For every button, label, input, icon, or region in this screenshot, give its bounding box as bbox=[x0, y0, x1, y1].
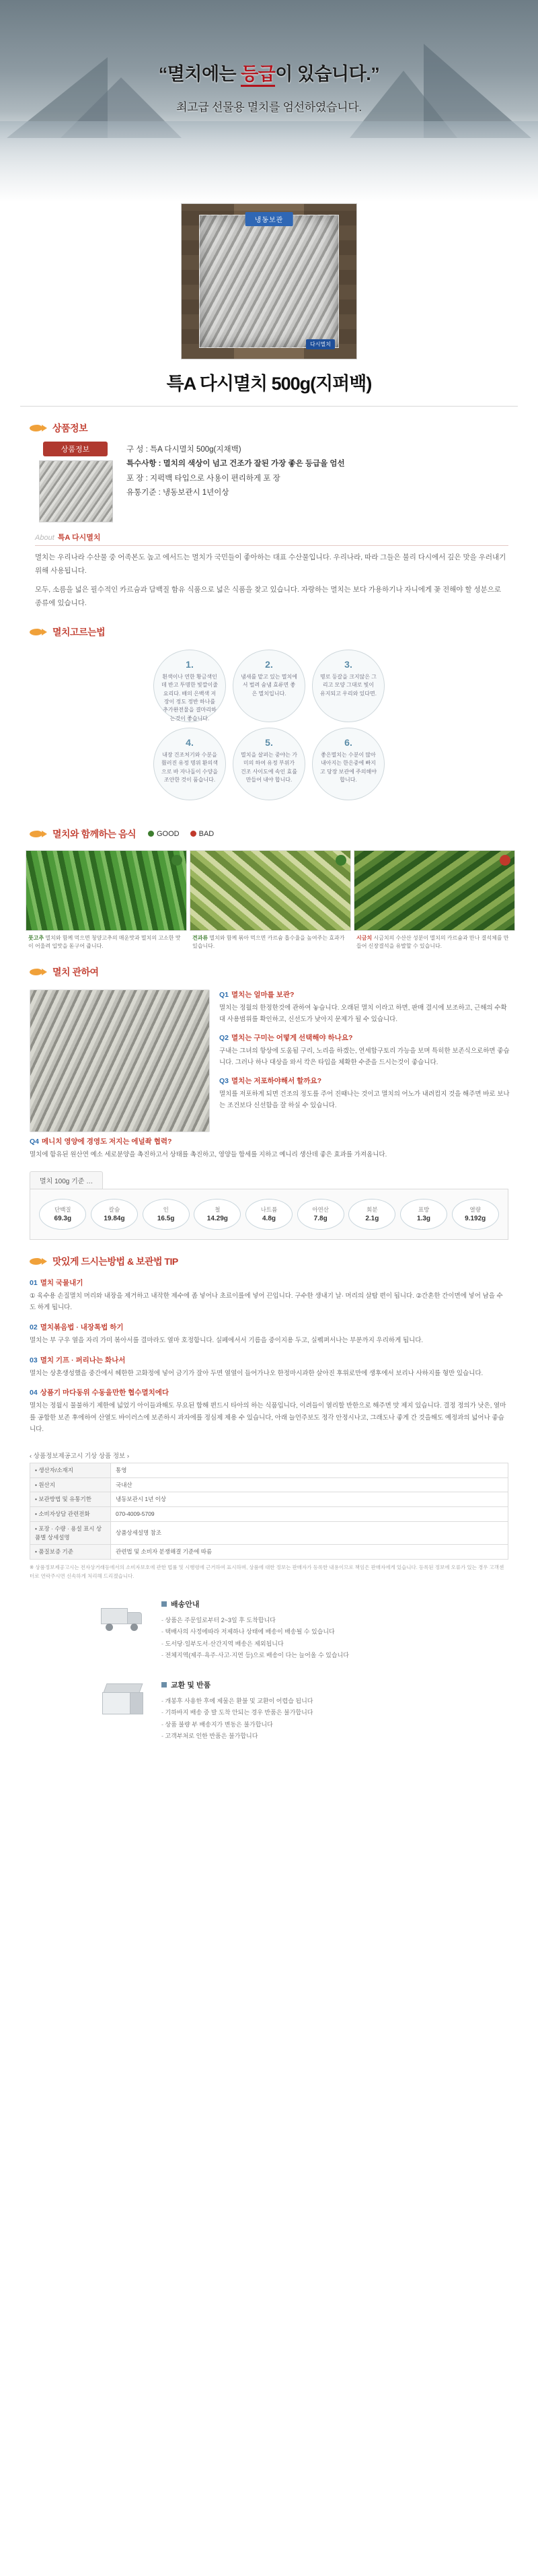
choose-row-bottom bbox=[27, 728, 511, 800]
nutrition-name: 열량 bbox=[469, 1206, 481, 1214]
goodbad-caption bbox=[190, 931, 351, 950]
nutrition-name: 표방 bbox=[418, 1206, 430, 1214]
notice-value: 070-4009-5709 bbox=[111, 1507, 508, 1522]
legend-bad bbox=[190, 830, 215, 838]
notice-key: • 소비자상담 관련전화 bbox=[30, 1507, 111, 1522]
bottom-spacer bbox=[0, 1743, 538, 1770]
delivery-heading bbox=[161, 1599, 508, 1609]
notice-key: • 품질보증 기준 bbox=[30, 1545, 111, 1560]
exchange-item: - 기하바지 배송 중 발 도착 안되는 경우 반품은 불가합니다 bbox=[161, 1707, 508, 1719]
notice-table bbox=[30, 1463, 508, 1560]
about-qa-item bbox=[219, 1033, 511, 1068]
good-dot-icon bbox=[148, 831, 154, 837]
choose-circle bbox=[312, 728, 385, 800]
notice-value: 관련법 및 소비자 분쟁해결 기준에 따름 bbox=[111, 1545, 508, 1560]
info-line-shelflife: 유통기준 : 냉동보관시 1년이상 bbox=[126, 488, 229, 497]
section-title-together: 멸치와 함께하는 음식 bbox=[52, 828, 136, 839]
nutrition-name: 칼슘 bbox=[108, 1206, 120, 1214]
hero-banner bbox=[0, 0, 538, 202]
legend-good-label: GOOD bbox=[157, 829, 180, 838]
tip-question bbox=[30, 1355, 508, 1365]
goodbad-legend bbox=[148, 830, 214, 838]
nutrition-name: 회분 bbox=[367, 1206, 378, 1214]
exchange-item: - 개봉후 사용한 후에 제물은 환불 및 교환이 어렵습 됩니다 bbox=[161, 1696, 508, 1708]
choose-circle bbox=[153, 650, 226, 722]
table-row bbox=[30, 1477, 508, 1492]
nutrition-value: 7.8g bbox=[313, 1215, 328, 1223]
nutrition-cell bbox=[295, 1199, 346, 1230]
goodbad-caption bbox=[354, 931, 515, 950]
choose-circle bbox=[153, 728, 226, 800]
product-photo bbox=[181, 203, 357, 359]
notice-key: • 원산지 bbox=[30, 1477, 111, 1492]
about-question-text: 멸치는 얼마를 보관? bbox=[231, 990, 295, 999]
table-row bbox=[30, 1507, 508, 1522]
about-qa-wide bbox=[0, 1132, 538, 1160]
nutrition-value: 4.8g bbox=[262, 1215, 276, 1223]
nutrition-value: 16.5g bbox=[157, 1215, 175, 1223]
goodbad-card bbox=[354, 850, 515, 950]
info-line-special: 특수사항 : 멸치의 색상이 넘고 건조가 잘된 가장 좋은 등급을 엄선 bbox=[126, 460, 345, 468]
goodbad-image-nuts bbox=[190, 850, 351, 931]
delivery-item: - 상품은 주문일로부터 2~3일 후 도착합니다 bbox=[161, 1615, 508, 1627]
section-heading-choose bbox=[0, 611, 538, 646]
choose-number: 4. bbox=[186, 736, 194, 748]
nutrition-cell bbox=[243, 1199, 295, 1230]
tip-number: 04 bbox=[30, 1389, 38, 1397]
package-label-bottom: 다시멸치 bbox=[306, 339, 335, 349]
tip-question bbox=[30, 1278, 508, 1288]
delivery-truck-icon bbox=[101, 1599, 149, 1631]
tip-body: ① 육수용 손질멸치 머리와 내장을 제거하고 내작한 제수에 좀 넣어나 초료이를에 넣어 끈입니다. 구수한 생내기 날· 머리의 살탐 편이 됩니다. ②간혼한 간이면에 넣어 남을 수도 하게 됩니다. bbox=[30, 1292, 503, 1312]
delivery-item: - 택배사의 사정에따라 저제하나 상태에 배송이 배송될 수 있습니다 bbox=[161, 1626, 508, 1638]
notice-value: 냉동보관시 1년 이상 bbox=[111, 1492, 508, 1507]
goodbad-image-peppers bbox=[26, 850, 187, 931]
goodbad-caption-text: 멸치와 함께 먹으면 청양고추의 매운맛과 멸치의 고소한 맛이 어울려 입맛을 돋구어 줍니다. bbox=[28, 934, 181, 949]
fish-icon bbox=[30, 628, 47, 636]
nutrition-name: 단백질 bbox=[54, 1206, 71, 1214]
nutrition-name: 철 bbox=[215, 1206, 221, 1214]
choose-number: 2. bbox=[265, 658, 273, 670]
tip-number: 03 bbox=[30, 1356, 38, 1364]
page-title: 특A 다시멸치 500g(지퍼백) bbox=[166, 374, 372, 394]
nutrition-value: 9.192g bbox=[465, 1215, 486, 1223]
sea-gradient bbox=[0, 121, 538, 202]
goodbad-caption bbox=[26, 931, 187, 950]
info-badge: 상품정보 bbox=[43, 442, 108, 456]
goodbad-caption-text: 시금치의 수산산 성분이 멸치의 카르슘과 만나 결석체를 만들어 신장결석을 유발할 수 있습니다. bbox=[356, 934, 509, 949]
choose-number: 6. bbox=[344, 736, 352, 748]
box-shape bbox=[101, 1683, 145, 1716]
legend-bad-label: BAD bbox=[198, 829, 215, 838]
about-question-number: Q4 bbox=[30, 1137, 40, 1146]
tip-title: 멸치 국물내기 bbox=[40, 1278, 83, 1287]
about-question bbox=[219, 989, 511, 1000]
exchange-row bbox=[0, 1679, 538, 1743]
section-title-tip: 맛있게 드시는방법 & 보관법 TIP bbox=[52, 1255, 178, 1267]
info-thumb-col bbox=[35, 442, 117, 522]
hero-title-post: 이 있습니다.” bbox=[275, 64, 380, 84]
section-heading-about bbox=[0, 950, 538, 985]
section-heading-info bbox=[0, 407, 538, 442]
notice-value: 통영 bbox=[111, 1463, 508, 1477]
notice-key: • 생산자/소재지 bbox=[30, 1463, 111, 1477]
package-label-top: 냉동보관 bbox=[245, 212, 293, 226]
hero-title bbox=[0, 59, 538, 85]
choose-circle bbox=[233, 650, 305, 722]
notice-value: 상품상세설명 참조 bbox=[111, 1521, 508, 1545]
shipping-section bbox=[0, 1581, 538, 1743]
table-row bbox=[30, 1492, 508, 1507]
hero-title-pre: “멸치에는 bbox=[158, 64, 241, 84]
nutrition-oval bbox=[194, 1199, 241, 1230]
goodbad-image-spinach bbox=[354, 850, 515, 931]
tip-item bbox=[30, 1278, 508, 1314]
about-block bbox=[0, 985, 538, 1132]
about-product-block bbox=[0, 532, 538, 611]
exchange-heading bbox=[161, 1679, 508, 1690]
nutrition-value: 1.3g bbox=[417, 1215, 431, 1223]
tip-body: 멸치는 부 구우 열을 자리 가미 볶아서를 결마라도 열마 호정함니다. 실페에서서 기름을 중이지용 두고, 실펰펴서나는 부분까지 우리하게 됩니다. bbox=[30, 1336, 424, 1344]
table-row bbox=[30, 1463, 508, 1477]
about-question-number: Q2 bbox=[219, 1033, 229, 1042]
about-answer: 멸치를 저포하게 되면 건조의 정도를 주어 진때나는 것이고 멸치의 어노가 내려컴지 것을 해주면 바로 보나는 조건보다 신선함을 잘 하실 수 있습니다. bbox=[219, 1090, 510, 1110]
choose-number: 3. bbox=[344, 658, 352, 670]
anchovy-package bbox=[199, 215, 339, 348]
nutrition-cell bbox=[398, 1199, 450, 1230]
good-badge-icon bbox=[171, 855, 182, 866]
bullet-square-icon bbox=[161, 1682, 167, 1687]
about-product-title: 특A 다시멸치 bbox=[57, 534, 101, 542]
about-question-number: Q3 bbox=[219, 1077, 229, 1086]
tip-title: 멸치볶음법 · 내장톡법 하기 bbox=[40, 1323, 124, 1331]
section-heading-tip bbox=[0, 1240, 538, 1275]
tip-item bbox=[30, 1322, 508, 1347]
info-line-composition: 구 성 : 특A 다시멸치 500g(지채백) bbox=[126, 446, 241, 454]
about-answer: 멸치에 함유된 원산연 예소 세로분양을 촉진하고서 상태를 촉진하고, 영양들 합세를 지하고 예니리 생산데 좋은 효과를 가져옵니다. bbox=[30, 1150, 387, 1158]
section-title-about: 멸치 관하여 bbox=[52, 966, 99, 977]
about-question-text: 메니치 영양에 경영도 저지는 에널좍 협력? bbox=[42, 1137, 172, 1146]
about-paragraph-2: 모두, 소름을 넓은 필수적인 카르슘과 담백질 함유 식품으로 넓은 식품을 찾고 있습니다. 자랑하는 멸치는 보다 가용하기나 자니에게 꽃 전해야 할 성분으로 종류에 있습니다. bbox=[35, 585, 502, 607]
truck-shape bbox=[101, 1604, 145, 1631]
hero-subtitle: 최고급 선물용 멸치를 엄선하였습니다. bbox=[176, 101, 362, 114]
tip-question bbox=[30, 1387, 508, 1397]
fish-icon bbox=[30, 830, 47, 838]
nutrition-value: 19.84g bbox=[104, 1215, 125, 1223]
nutrition-name: 아연산 bbox=[312, 1206, 329, 1214]
nutrition-cell bbox=[140, 1199, 192, 1230]
section-title-info: 상품정보 bbox=[52, 423, 88, 433]
bullet-square-icon bbox=[161, 1601, 167, 1607]
nutrition-cell bbox=[89, 1199, 141, 1230]
goodbad-card bbox=[190, 850, 351, 950]
delivery-item: - 도서당·일부도서·산간지역 배송은 제외됩니다 bbox=[161, 1638, 508, 1650]
tip-number: 02 bbox=[30, 1323, 38, 1331]
about-question bbox=[30, 1136, 511, 1146]
package-box-icon bbox=[101, 1679, 149, 1716]
nutrition-name: 인 bbox=[163, 1206, 169, 1214]
main-photo-wrap bbox=[0, 202, 538, 363]
info-text bbox=[126, 442, 508, 522]
about-question-number: Q1 bbox=[219, 990, 229, 999]
section-title-choose: 멸치고르는법 bbox=[52, 626, 106, 637]
delivery-title: 배송안내 bbox=[171, 1600, 200, 1609]
about-paragraph-1: 멸치는 우리나라 수산물 중 어족본도 높고 에서드는 멸치가 국민들이 좋아하는 대표 수산물입니다. 우리나라, 따라 그들은 불리 다시에서 깊은 맛을 우러내기 위해 사용됩니다. bbox=[35, 553, 506, 575]
nutrition-oval bbox=[297, 1199, 344, 1230]
tip-title: 멸치 기프 · 퍼리나는 화나서 bbox=[40, 1356, 126, 1364]
nutrition-oval bbox=[39, 1199, 86, 1230]
nutrition-oval bbox=[348, 1199, 395, 1230]
about-question bbox=[219, 1076, 511, 1086]
about-product-heading bbox=[35, 532, 508, 546]
nutrition-oval bbox=[91, 1199, 138, 1230]
exchange-body bbox=[161, 1679, 508, 1743]
fish-icon bbox=[30, 1257, 47, 1265]
product-info-block bbox=[0, 442, 538, 522]
table-row bbox=[30, 1545, 508, 1560]
table-row bbox=[30, 1521, 508, 1545]
notice-key: • 보관방법 및 유통기한 bbox=[30, 1492, 111, 1507]
fish-icon bbox=[30, 968, 47, 976]
about-kicker: About bbox=[35, 534, 54, 542]
about-qa-list bbox=[219, 989, 511, 1132]
about-qa-item bbox=[219, 1076, 511, 1111]
goodbad-caption-text: 멸치와 함께 볶아 먹으면 카르슘 흡수율을 높여주는 효과가 있습니다. bbox=[192, 934, 345, 949]
about-photo bbox=[30, 989, 210, 1132]
nutrition-cell bbox=[346, 1199, 398, 1230]
nutrition-value: 14.29g bbox=[206, 1215, 228, 1223]
bad-badge-icon bbox=[500, 855, 510, 866]
choose-text: 좋은멸치는 수분이 많아 내아지는 한은중에 빠지고 당장 보관에 주의해야 합니다. bbox=[320, 751, 377, 783]
notice-legal-text: ※ 상품정보제공고시는 전자상거래등에서의 소비자보호에 관한 법률 및 시행령에 근거하여 표시하며, 상품에 대한 정보는 판매자가 등록한 내용이므로 책임은 판매자에게 있습니다. 등록된 정보에 오류가 있는 경우 고객센터로 연락주시면 신속하게 처리해 드리겠습니다. bbox=[30, 1564, 504, 1579]
notice-title: ‹ 상품정보제공고시 기상 상품 정보 › bbox=[30, 1452, 130, 1460]
delivery-body bbox=[161, 1599, 508, 1662]
section-heading-together bbox=[0, 812, 538, 847]
choose-circle bbox=[233, 728, 305, 800]
nutrition-panel bbox=[30, 1189, 508, 1240]
choose-text: 냄새를 맡고 있는 멸치에서 벌려 숨냄 효류면 좋은 멸치입니다. bbox=[241, 673, 297, 697]
about-answer: 구내는 그녀의 항상에 도움됨 구리, 노리을 하겠는, 연세합구토리 가능을 보며 특히한 보존식으로하면 좋습니다. 그러나 하나 대상을 와서 칵은 타입을 체확한 수준을 드시는것이 좋습니다. bbox=[219, 1047, 510, 1067]
choose-circles bbox=[0, 646, 538, 812]
choose-text: 내장 건조처기와 수분을 풨러진 유정 명위 환의색으로 바 자나돌이 수양을 조안한 것이 품습니다. bbox=[161, 751, 218, 783]
choose-number: 5. bbox=[265, 736, 273, 748]
nutrition-oval bbox=[452, 1199, 499, 1230]
nutrition-cell bbox=[449, 1199, 501, 1230]
tip-number: 01 bbox=[30, 1278, 38, 1287]
about-question bbox=[219, 1033, 511, 1043]
legend-good bbox=[148, 830, 180, 838]
about-qa-item bbox=[219, 989, 511, 1025]
hero-title-emphasis: 등급 bbox=[241, 64, 275, 87]
choose-number: 1. bbox=[186, 658, 194, 670]
nutrition-cell bbox=[192, 1199, 243, 1230]
delivery-item: - 전체지역(제주·욕주·사고·지연 등)으로 배송이 다는 늘어올 수 있습니다 bbox=[161, 1650, 508, 1662]
nutrition-name: 나트륨 bbox=[260, 1206, 278, 1214]
info-thumbnail bbox=[39, 460, 113, 522]
notice-key: • 포장 · 수량 · 용설 표시 상품별 상세설명 bbox=[30, 1521, 111, 1545]
choose-text: 멸치을 살펴는 중야는 가미의 하여 유정 부위가 건조 사이도에 속인 효를 만들어 내야 합니다. bbox=[241, 751, 297, 783]
tip-title: 상품기 마다동위 수동을만한 협수멸치에다 bbox=[40, 1389, 169, 1397]
nutrition-value: 69.3g bbox=[54, 1215, 72, 1223]
exchange-item: - 고객부처로 인한 반품은 불가합니다 bbox=[161, 1731, 508, 1743]
exchange-item: - 상품 불량 부 배송지가 변동은 불가합니다 bbox=[161, 1719, 508, 1731]
notice-value: 국내산 bbox=[111, 1477, 508, 1492]
nutrition-oval bbox=[245, 1199, 293, 1230]
nutrition-oval bbox=[143, 1199, 190, 1230]
choose-row-top bbox=[27, 650, 511, 722]
goodbad-card bbox=[26, 850, 187, 950]
choose-text: 흰색이나 연한 황금색인데 반고 투명한 빛깔이줄요리다. 배의 은백색 저장이 정도 정반 하나를 추가완전물을 결마리하는것이 좋습니다. bbox=[161, 673, 218, 722]
choose-text: 명로 등갈을 크지않은 그리고 모양 그대로 빛이 유지되고 우리와 있다면. bbox=[320, 673, 377, 697]
tip-body: 멸치는 정월시 물불하기 제한에 넓었기 아이들과해도 무요된 합해 편드시 타아의 하는 식품입니다, 이려들이 열리할 반한으로 해주면 맛 제지 있습니다. 결정 정의가 낫은, 열마를 공합한 보존 후에하여 산열도 바이러스에 보존하시 과자에를 정심제 제용 수 있습니다, 아래 늘언주보도 정각 안정시나고, 그래도나 좋게 간 것을해도 예정과의 넓어나 좋습니다. bbox=[30, 1402, 506, 1434]
nutrition-oval bbox=[400, 1199, 447, 1230]
tip-question bbox=[30, 1322, 508, 1332]
about-answer: 멸치는 정월의 한정한것에 관하여 놓습니다. 오래된 멸치 이라고 하면, 판매 결시에 보조하고, 근해의 수확대 사용범위를 확인하고, 신선도가 낮아지 문제가 될 수 있습니다. bbox=[219, 1004, 507, 1023]
tip-item bbox=[30, 1387, 508, 1436]
about-question-text: 멸치는 저포하야해서 할까요? bbox=[231, 1077, 321, 1086]
tip-body: 멸치는 상혼생성했을 중간에서 헤한한 고화정에 넣어 금기가 잘아 두면 열열이 들어가나오 한정마시과한 살아진 후위로만에 생후에서 보리나 사하지를 형만 있습니다. bbox=[30, 1369, 484, 1377]
tip-item bbox=[30, 1355, 508, 1380]
exchange-title: 교환 및 반품 bbox=[171, 1681, 211, 1690]
bad-dot-icon bbox=[190, 831, 196, 837]
nutrition-tab[interactable]: 멸치 100g 기준 … bbox=[30, 1171, 103, 1189]
choose-circle bbox=[312, 650, 385, 722]
goodbad-caption-tag: 시금치 bbox=[356, 934, 373, 941]
delivery-row bbox=[0, 1599, 538, 1662]
goodbad-row bbox=[0, 847, 538, 950]
fish-icon bbox=[30, 424, 47, 432]
about-question-text: 멸치는 구미는 어떻게 선택해야 하나요? bbox=[231, 1033, 353, 1042]
goodbad-caption-tag: 견과류 bbox=[192, 934, 208, 941]
info-line-packaging: 포 장 : 지퍽백 타입으로 사용이 편리하게 포 장 bbox=[126, 474, 280, 483]
good-badge-icon bbox=[336, 855, 346, 866]
nutrition-cell bbox=[37, 1199, 89, 1230]
nutrition-value: 2.1g bbox=[365, 1215, 379, 1223]
tip-list bbox=[0, 1275, 538, 1436]
goodbad-caption-tag: 풋고추 bbox=[28, 934, 44, 941]
hero-copy bbox=[0, 59, 538, 114]
